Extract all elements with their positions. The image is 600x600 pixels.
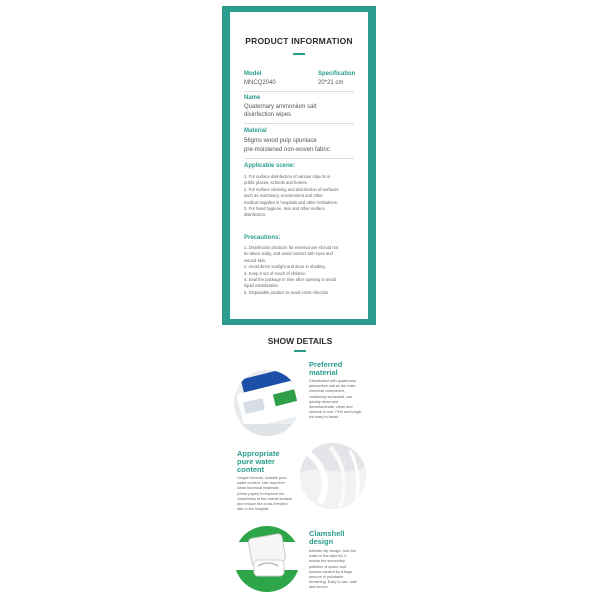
precaution-line: 3. Keep it out of reach of children. — [244, 270, 307, 276]
feature-preferred-material-desc: Disinfectant with quaternary ammonium salt as the main chemical component, containing surfactant, can quickly clean and decontaminate, clean and sterilize in one. Firm and tough, not easy to break. — [309, 379, 362, 420]
feature-clamshell-desc: Intimate flip design, lock the water in the wipe lid, it avoids the secondary pollution of space and surface caused by a large amount of pollutants remaining. Easy to use, safe and secure. — [309, 549, 357, 590]
precautions-text — [244, 245, 364, 296]
precaution-line: 5. Disposable product to avoid cross infection. — [244, 289, 330, 295]
material-label: Material — [244, 128, 267, 134]
precaution-line: 2. Avoid direct sunlight and store in shading. — [244, 264, 326, 270]
precaution-line: 1. Disinfection products for external use should not — [244, 245, 339, 250]
precaution-line: wound skin. — [244, 257, 267, 263]
precaution-line: be taken orally, and avoid contact with eyes and — [244, 251, 333, 257]
divider — [244, 158, 354, 159]
title-underline — [293, 53, 305, 55]
feature-clamshell-title: Clamshell design — [309, 529, 345, 546]
scene-line: 2. For surface cleaning and disinfection of surfaces — [244, 186, 339, 192]
scene-line: 1. For surface disinfection of various objects in — [244, 174, 331, 179]
wipe-texture-image — [300, 443, 366, 509]
scene-line: such as machinery, environment and other — [244, 193, 323, 199]
precautions-label: Precautions: — [244, 235, 281, 241]
divider — [244, 123, 354, 124]
applicable-scene-text — [244, 174, 364, 219]
name-value-line-2: disinfection wipes — [244, 112, 292, 118]
clamshell-lid-image — [234, 526, 300, 592]
name-label: Name — [244, 95, 261, 101]
show-details-underline — [294, 350, 306, 352]
precaution-line: 4. Seal the package in time after opening to avoid — [244, 277, 336, 283]
specification-label: Specification — [318, 71, 356, 77]
product-info-title: PRODUCT INFORMATION — [245, 36, 353, 46]
name-value-line-1: Quaternary ammonium salt — [244, 104, 317, 110]
product-pack-image — [234, 370, 300, 436]
model-label: Model — [244, 71, 262, 77]
feature-pure-water-desc: Unique formula, suitable pure water content. Use dust-free clean technical materials (clean paper) to improve the cleanliness of the overall surface and reduce the cross infection rate in the hospital. — [237, 476, 293, 512]
show-details-title: SHOW DETAILS — [267, 336, 333, 346]
feature-preferred-material-title: Preferred material — [309, 360, 343, 377]
product-info-card — [222, 6, 376, 325]
material-value-line-1: 56gms wood pulp spunlace — [244, 138, 317, 144]
scene-line: medical supplies in hospitals and other institutions. — [244, 199, 339, 205]
specification-value: 20*21 cm — [318, 80, 344, 86]
applicable-scene-label: Applicable scene: — [244, 163, 296, 169]
scene-line: disinfection. — [244, 212, 267, 218]
product-info-panel — [230, 12, 368, 319]
precaution-line: liquid volatilization. — [244, 283, 279, 289]
feature-pure-water-title: Appropriate pure water content — [237, 449, 280, 474]
divider — [244, 91, 354, 92]
scene-line: public places, schools and homes. — [244, 180, 308, 186]
scene-line: 3. For hand hygiene, skin and other surface — [244, 206, 325, 212]
material-value-line-2: pre-moistened non-woven fabric — [244, 147, 330, 153]
model-value: MNCQ2040 — [244, 80, 276, 86]
